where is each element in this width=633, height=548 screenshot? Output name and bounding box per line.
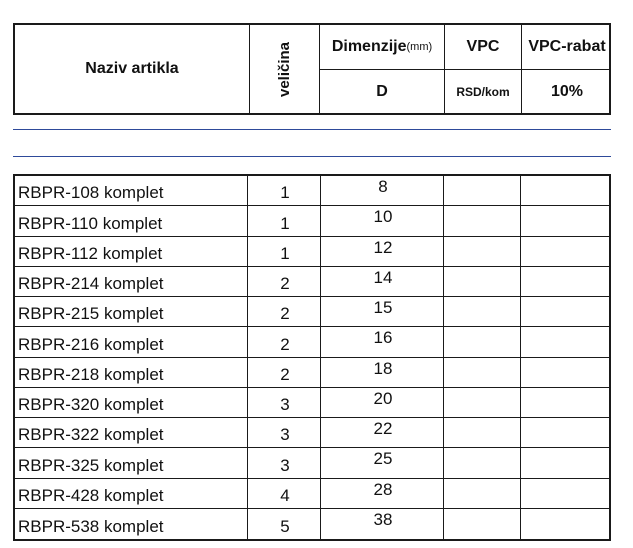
dimension-d-cell: 12: [373, 237, 393, 257]
product-name-cell: RBPR-110 komplet: [18, 213, 163, 233]
product-name-cell: RBPR-322 komplet: [18, 425, 164, 445]
size-cell: 2: [280, 304, 290, 324]
blue-rule: [13, 129, 611, 130]
product-name-cell: RBPR-216 komplet: [18, 334, 164, 354]
product-table: [13, 174, 611, 541]
dimension-d-cell: 25: [373, 449, 393, 469]
product-name-cell: RBPR-214 komplet: [18, 274, 164, 293]
table-row: [15, 267, 609, 297]
table-row: [15, 388, 609, 418]
column-header-naziv: Naziv artikla: [85, 60, 179, 77]
column-header-dimenzije: [320, 25, 444, 69]
table-row: [15, 176, 609, 206]
dimenzije-unit: (mm): [406, 41, 433, 53]
size-cell: 1: [280, 183, 290, 203]
column-header-vpc: VPC: [466, 38, 500, 55]
size-cell: 1: [280, 243, 290, 263]
table-row: [15, 418, 609, 448]
size-cell: 3: [280, 425, 290, 445]
product-name-cell: RBPR-320 komplet: [18, 395, 164, 414]
subheader-rabat-percent: 10%: [550, 83, 584, 100]
size-cell: 2: [280, 334, 290, 354]
size-cell: 3: [280, 395, 290, 414]
dimension-d-cell: 14: [373, 267, 393, 287]
divider: [249, 25, 250, 113]
table-row: [15, 448, 609, 478]
header-table: [13, 23, 611, 115]
product-name-cell: RBPR-215 komplet: [18, 304, 164, 324]
velicina-label: veličina: [276, 41, 294, 97]
product-name-cell: RBPR-538 komplet: [18, 517, 164, 536]
dimension-d-cell: 16: [373, 328, 393, 348]
column-header-velicina: [251, 25, 319, 113]
column-header-vpc-rabat: VPC-rabat: [528, 38, 606, 55]
size-cell: 4: [280, 485, 290, 505]
table-row: [15, 479, 609, 509]
table-row: [15, 358, 609, 388]
dimension-d-cell: 15: [373, 298, 393, 317]
dimension-d-cell: 38: [373, 509, 393, 529]
subheader-rsd: RSD/kom: [456, 85, 510, 99]
table-row: [15, 509, 609, 539]
dimension-d-cell: 10: [373, 207, 393, 227]
table-row: [15, 327, 609, 357]
product-name-cell: RBPR-325 komplet: [18, 455, 164, 475]
blue-rule: [13, 156, 611, 157]
table-row: [15, 206, 609, 236]
product-name-cell: RBPR-108 komplet: [18, 183, 164, 203]
dimension-d-cell: 28: [373, 479, 393, 499]
divider: [320, 69, 611, 70]
dimension-d-cell: 8: [378, 177, 388, 196]
product-name-cell: RBPR-218 komplet: [18, 364, 164, 384]
product-name-cell: RBPR-112 komplet: [18, 243, 163, 263]
product-name-cell: RBPR-428 komplet: [18, 485, 164, 505]
dimenzije-label: Dimenzije: [331, 38, 407, 55]
size-cell: 2: [280, 274, 290, 293]
size-cell: 3: [280, 455, 290, 475]
table-row: [15, 297, 609, 327]
dimension-d-cell: 18: [373, 358, 393, 378]
size-cell: 2: [280, 364, 290, 384]
table-row: [15, 237, 609, 267]
size-cell: 5: [280, 517, 290, 536]
dimension-d-cell: 20: [373, 388, 393, 408]
subheader-d: D: [376, 83, 388, 100]
dimension-d-cell: 22: [373, 419, 393, 438]
size-cell: 1: [280, 213, 290, 233]
